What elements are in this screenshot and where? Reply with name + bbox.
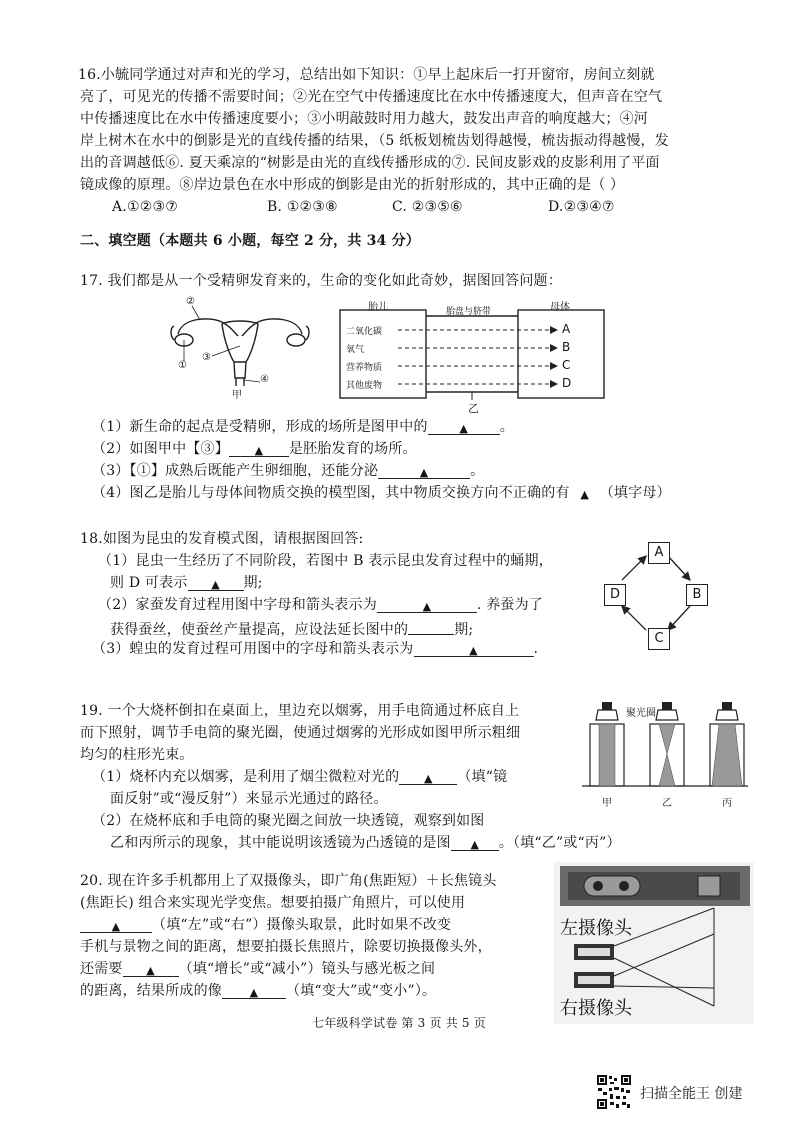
q17-sub-3-end: 。 xyxy=(470,463,485,479)
q17-yi-letter-d: D xyxy=(562,376,572,390)
cycle-node-b: B xyxy=(686,584,708,606)
q16-line-6: 镜成像的原理。⑧岸边景色在水中形成的倒影是由光的折射形成的，其中正确的是（ ） xyxy=(80,177,625,193)
q20-line-2: (焦距长) 组合来实现光学变焦。想要拍摄广角照片，可以使用 xyxy=(80,895,466,911)
blank-mark: ▲ xyxy=(423,772,433,785)
q18-sub-1-line-2 xyxy=(110,574,263,592)
q16-line-5: 出的音调越低⑥. 夏天乘凉的“树影是由光的直线传播形成的⑦. 民间皮影戏的皮影利用了平面 xyxy=(80,155,660,171)
q17-sub-4-end: （填字母） xyxy=(599,485,671,501)
q18-sub-1-text: 则 D 可表示 xyxy=(110,575,188,591)
q19-line-1: 19. 一个大烧杯倒扣在桌面上，里边充以烟雾，用手电筒通过杯底自上 xyxy=(80,703,520,719)
q18-sub-3 xyxy=(92,640,538,658)
q17-yi-left-title: 胎儿 xyxy=(368,302,388,313)
q17-yi-letter-b: B xyxy=(562,340,571,354)
q17-fig-caption-jia: 甲 xyxy=(232,390,242,401)
q18-sub-2-line-1 xyxy=(98,596,543,614)
q17-sub-1 xyxy=(92,418,514,436)
q18-sub-1-line-1: （1）昆虫一生经历了不同阶段，若图中 B 表示昆虫发育过程中的蛹期， xyxy=(98,553,553,569)
insect-cycle-diagram xyxy=(598,540,718,652)
q17-fig-label-4: ④ xyxy=(260,374,269,385)
q16-option-d: D.②③④⑦ xyxy=(548,199,615,215)
q18-sub-2-end: 期; xyxy=(454,622,474,638)
q20-blank-3[interactable] xyxy=(222,983,286,999)
beaker-figure xyxy=(580,700,750,810)
q17-yi-row-o2: 氧气 xyxy=(346,345,365,355)
q17-yi-row-co2: 二氧化碳 xyxy=(346,327,383,337)
q17-yi-right-title: 母体 xyxy=(550,302,570,313)
q20-line-5-text-b: （填“增长”或“减小”）镜头与感光板之间 xyxy=(178,961,436,977)
q17-yi-middle-title: 胎盘与脐带 xyxy=(446,307,492,317)
reproductive-system-illustration xyxy=(160,296,320,396)
q17-blank-2[interactable] xyxy=(229,441,289,457)
q19-line-3: 均匀的柱形光束。 xyxy=(80,747,194,763)
q17-sub-4 xyxy=(92,484,671,502)
q17-fig-label-3: ③ xyxy=(202,352,211,363)
q16-option-c: C. ②③⑤⑥ xyxy=(392,199,463,215)
q18-sub-2-text-b: . 养蚕为了 xyxy=(476,597,544,613)
q16-line-3: 中传播速度比在水中传播速度要小；③小明敲鼓时用力越大，鼓发出声音的响度越大；④河 xyxy=(80,111,648,127)
watermark-text: 扫描全能王 创建 xyxy=(640,1086,743,1102)
q19-sub-2-line-1: （2）在烧杯底和手电筒的聚光圈之间放一块透镜，观察到如图 xyxy=(92,813,485,829)
blank-mark: ▲ xyxy=(146,964,155,977)
dual-camera-figure xyxy=(554,862,754,1024)
q20-line-4: 手机与景物之间的距离，想要拍摄长焦照片，除要切换摄像头外， xyxy=(80,939,492,955)
q18-sub-2-text-a: （2）家蚕发育过程用图中字母和箭头表示为 xyxy=(98,597,377,613)
beaker-label-bing: 丙 xyxy=(722,798,732,809)
q17-blank-3[interactable] xyxy=(378,463,470,479)
q17-fig-label-2: ② xyxy=(186,296,195,307)
scanner-watermark xyxy=(596,1074,786,1110)
q16-option-a: A.①②③⑦ xyxy=(112,199,178,215)
q18-sub-2-line-2 xyxy=(110,618,473,639)
q19-sub-2-text-b: 乙和丙所示的现象，其中能说明该透镜为凸透镜的是图 xyxy=(110,835,451,851)
blank-mark: ▲ xyxy=(469,644,478,657)
q18-sub-3-text: （3）蝗虫的发育过程可用图中的字母和箭头表示为 xyxy=(92,641,414,657)
q17-yi-row-waste: 其他废物 xyxy=(346,381,383,391)
page-footer: 七年级科学试卷 第 3 页 共 5 页 xyxy=(312,1016,486,1030)
q17-sub-1-text: （1）新生命的起点是受精卵，形成的场所是图甲中的 xyxy=(92,419,428,435)
q20-line-3-text: （填“左”或“右”）摄像头取景，此时如果不改变 xyxy=(152,917,452,933)
q17-sub-3-text: （3）【①】成熟后既能产生卵细胞，还能分泌 xyxy=(92,463,379,479)
section-2-heading: 二、填空题（本题共 6 小题，每空 2 分，共 34 分） xyxy=(80,233,421,249)
q16-option-b: B. ①②③⑧ xyxy=(267,199,338,215)
q17-sub-2-text-b: 是胚胎发育的场所。 xyxy=(288,441,417,457)
q17-yi-letter-c: C xyxy=(562,358,571,372)
q19-sub-1-line-2: 面反射”或“漫反射”）来显示光通过的路径。 xyxy=(110,791,388,807)
q18-stem: 18.如图为昆虫的发育模式图，请根据图回答: xyxy=(80,531,364,547)
q20-line-5 xyxy=(80,960,435,978)
q17-fig-label-1: ① xyxy=(178,360,187,371)
q20-line-6-text-a: 的距离，结果所成的像 xyxy=(80,983,222,999)
blank-mark: ▲ xyxy=(419,466,429,479)
q17-fig-caption-yi: 乙 xyxy=(468,402,479,415)
q18-sub-3-end: . xyxy=(533,641,539,657)
q17-figure-jia xyxy=(160,296,320,401)
cycle-node-c: C xyxy=(648,628,670,650)
q17-yi-letter-a: A xyxy=(562,322,571,336)
camera-label-left: 左摄像头 xyxy=(560,918,632,939)
q18-blank-2[interactable] xyxy=(377,597,477,613)
beaker-label-jia: 甲 xyxy=(602,798,612,809)
blank-mark: ▲ xyxy=(254,444,264,457)
q18-blank-4[interactable] xyxy=(414,641,534,657)
blank-mark: ▲ xyxy=(211,578,220,591)
cycle-node-a: A xyxy=(648,542,670,564)
q20-line-6-text-b: （填“变大”或“变小”）。 xyxy=(286,983,437,999)
q17-sub-1-end: 。 xyxy=(499,419,514,435)
blank-mark: ▲ xyxy=(111,920,121,933)
beaker-label-yi: 乙 xyxy=(662,798,672,809)
q16-line-2: 亮了，可见光的传播不需要时间；②光在空气中传播速度比在水中传播速度大，但声音在空气 xyxy=(80,89,663,105)
q20-blank-1[interactable] xyxy=(80,917,152,933)
q20-line-5-text-a: 还需要 xyxy=(80,961,123,977)
cycle-node-d: D xyxy=(604,584,626,606)
qr-code-icon xyxy=(596,1074,632,1110)
blank-mark: ▲ xyxy=(459,422,469,435)
q16-line-1: 16.小毓同学通过对声和光的学习，总结出如下知识：①早上起床后一打开窗帘，房间立刻就 xyxy=(78,67,655,83)
q19-sub-2-line-2 xyxy=(110,834,621,852)
q20-line-1: 20. 现在许多手机都用上了双摄像头，即广角(焦距短）＋长焦镜头 xyxy=(80,873,497,889)
q18-blank-3[interactable] xyxy=(408,619,454,635)
q19-sub-1-text-a: （1）烧杯内充以烟雾，是利用了烟尘微粒对光的 xyxy=(92,769,400,785)
blank-mark: ▲ xyxy=(470,838,480,851)
q17-sub-2-text-a: （2）如图甲中【③】 xyxy=(92,441,229,457)
q17-sub-2 xyxy=(92,440,417,458)
q19-sub-1-text-b: （填“镜 xyxy=(457,769,508,785)
blank-mark: ▲ xyxy=(249,986,259,999)
blank-mark: ▲ xyxy=(580,488,590,501)
beaker-fig-title: 聚光圈 xyxy=(626,708,656,719)
camera-label-right: 右摄像头 xyxy=(560,998,632,1019)
q17-sub-3 xyxy=(92,462,484,480)
q18-sub-2-text-c: 获得蚕丝，使蚕丝产量提高，应设法延长图中的 xyxy=(110,622,409,638)
q17-yi-row-nutrients: 营养物质 xyxy=(346,363,383,373)
q19-blank-1[interactable] xyxy=(399,769,457,785)
blank-mark: ▲ xyxy=(422,600,432,613)
q17-sub-4-text: （4）图乙是胎儿与母体间物质交换的模型图，其中物质交换方向不正确的有 xyxy=(92,485,570,501)
q20-line-3 xyxy=(80,916,451,934)
q18-sub-1-end: 期; xyxy=(243,575,263,591)
q17-figure-yi xyxy=(336,296,616,414)
q19-blank-2[interactable] xyxy=(451,835,499,851)
q17-stem: 17. 我们都是从一个受精卵发育来的，生命的变化如此奇妙，据图回答问题： xyxy=(80,273,562,289)
q20-blank-2[interactable] xyxy=(123,961,179,977)
q19-sub-2-text-c: 。（填“乙”或“丙”） xyxy=(498,835,621,851)
q19-line-2: 而下照射，调节手电筒的聚光圈，使通过烟雾的光形成如图甲所示粗细 xyxy=(80,725,521,741)
q17-blank-1[interactable] xyxy=(428,419,500,435)
q17-blank-4[interactable] xyxy=(570,485,600,500)
q19-sub-1-line-1 xyxy=(92,768,507,786)
q16-line-4: 岸上树木在水中的倒影是光的直线传播的结果，（5 纸板划梳齿划得越慢，梳齿振动得越慢，发 xyxy=(80,133,669,149)
q20-line-6 xyxy=(80,982,436,1000)
q18-blank-1[interactable] xyxy=(188,575,244,591)
